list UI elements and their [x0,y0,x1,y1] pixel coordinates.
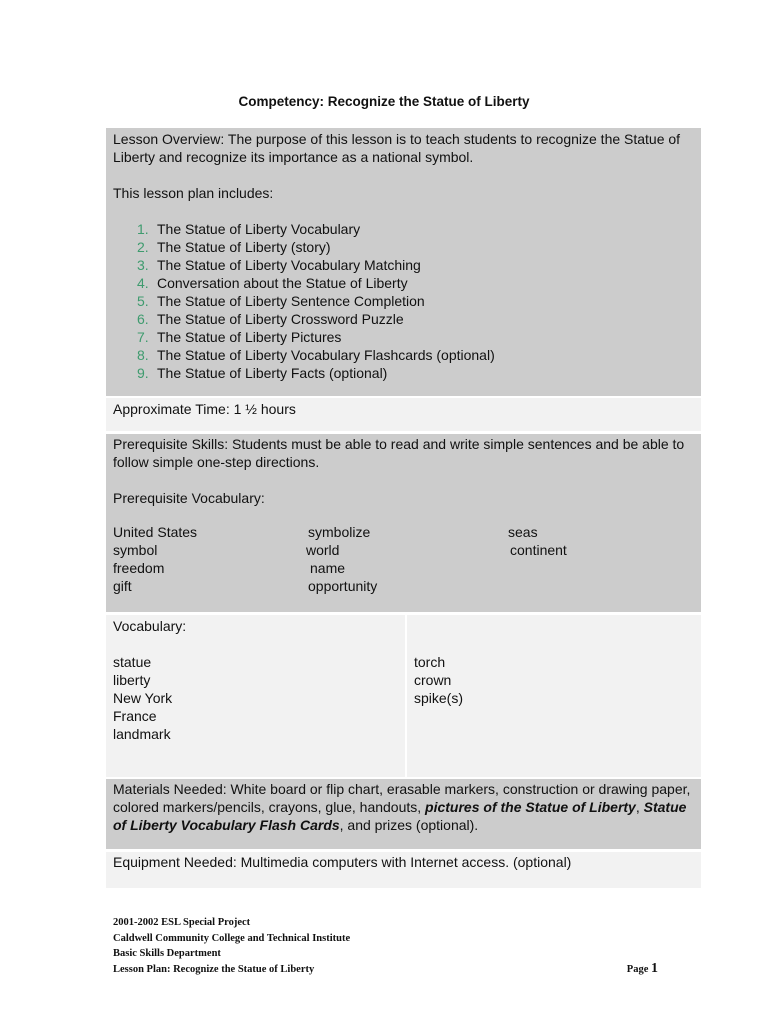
lesson-item-number: 9. [137,365,149,381]
vocabulary-list-right [414,653,694,707]
lesson-item-text: Conversation about the Statue of Liberty [157,275,408,291]
lesson-item [137,328,694,346]
vocabulary-word: landmark [113,726,171,742]
lesson-overview-cell [106,128,701,396]
vocabulary-label: Vocabulary: [113,618,187,634]
prerequisite-vocabulary-word: continent [510,542,567,558]
footer-line-3: Basic Skills Department [113,948,221,959]
lesson-item [137,292,694,310]
prerequisite-vocabulary-word: seas [508,524,538,540]
vocabulary-word: torch [414,654,446,670]
equipment-text: Equipment Needed: Multimedia computers with Internet access. (optional) [113,854,572,870]
materials-flash-cards: Statue of Liberty Vocabulary Flash Cards [113,799,687,833]
prerequisite-vocabulary-word: symbol [113,542,158,558]
lesson-item-number: 2. [137,239,149,255]
lesson-item-number: 1. [137,221,149,237]
prerequisite-vocabulary-grid [113,523,694,598]
materials-pictures: pictures of the Statue of Liberty [425,799,636,815]
lesson-item-text: The Statue of Liberty Vocabulary Matching [157,257,421,273]
prerequisite-vocabulary-word: name [310,560,346,576]
prerequisite-vocabulary-word: world [306,542,340,558]
prerequisite-vocabulary-word: gift [113,578,132,594]
lesson-item-number: 4. [137,275,149,291]
vocabulary-word: New York [113,690,173,706]
prerequisite-vocabulary-word: freedom [113,560,165,576]
prerequisite-skills-text: Prerequisite Skills: Students must be able to read and write simple sentences and be able to follow simple one-step directions. [113,436,685,470]
prerequisite-vocabulary-word: symbolize [308,524,371,540]
approximate-time: Approximate Time: 1 ½ hours [113,401,296,417]
includes-label: This lesson plan includes: [113,185,274,201]
page-title: Competency: Recognize the Statue of Liberty [238,94,530,109]
lesson-item [137,364,694,382]
materials-text: Materials Needed: White board or flip chart, erasable markers, construction or drawing paper, colored markers/pencils, crayons, glue, handouts, pictures of the Statue of Liberty, Statue of Liberty Vocabulary Flash Cards, and prizes (optional). [113,781,691,833]
lesson-item-number: 8. [137,347,149,363]
lesson-item-number: 5. [137,293,149,309]
lesson-item-text: The Statue of Liberty Pictures [157,329,342,345]
lesson-item [137,256,694,274]
vocabulary-word: France [113,708,157,724]
lesson-item-text: The Statue of Liberty (story) [157,239,331,255]
vocabulary-cell-left [106,615,405,777]
lesson-item [137,220,694,238]
footer [113,915,658,977]
lesson-item-number: 7. [137,329,149,345]
lesson-item [137,346,694,364]
lesson-item-text: The Statue of Liberty Vocabulary [157,221,361,237]
lesson-overview-text: Lesson Overview: The purpose of this lesson is to teach students to recognize the Statue of Liberty and recognize its importance as a national symbol. [113,131,681,165]
lesson-item [137,274,694,292]
vocabulary-word: spike(s) [414,690,464,706]
vocabulary-word: crown [414,672,452,688]
page-number: Page 1 [626,960,658,976]
lesson-item-text: The Statue of Liberty Vocabulary Flashcards (optional) [157,347,495,363]
vocabulary-cell-right [407,615,701,777]
vocabulary-word: statue [113,654,152,670]
vocabulary-word: liberty [113,672,151,688]
lesson-item-number: 6. [137,311,149,327]
footer-line-4: Lesson Plan: Recognize the Statue of Liberty [113,963,315,975]
prerequisite-vocabulary-word: United States [113,524,198,540]
lesson-item [137,310,694,328]
prerequisite-vocabulary-label: Prerequisite Vocabulary: [113,490,265,506]
lesson-item-text: The Statue of Liberty Facts (optional) [157,365,388,381]
lesson-item-number: 3. [137,257,149,273]
lesson-item-text: The Statue of Liberty Crossword Puzzle [157,311,404,327]
lesson-item [137,238,694,256]
lesson-items-list [113,220,694,382]
prerequisite-skills-cell [106,434,701,612]
lesson-item-text: The Statue of Liberty Sentence Completion [157,293,425,309]
equipment-cell [106,852,701,888]
materials-cell [106,779,701,849]
prerequisite-vocabulary-word: opportunity [308,578,378,594]
footer-line-2: Caldwell Community College and Technical Institute [113,932,351,944]
footer-line-1: 2001-2002 ESL Special Project [113,917,251,928]
approximate-time-cell [106,398,701,431]
vocabulary-list-left [113,653,398,743]
